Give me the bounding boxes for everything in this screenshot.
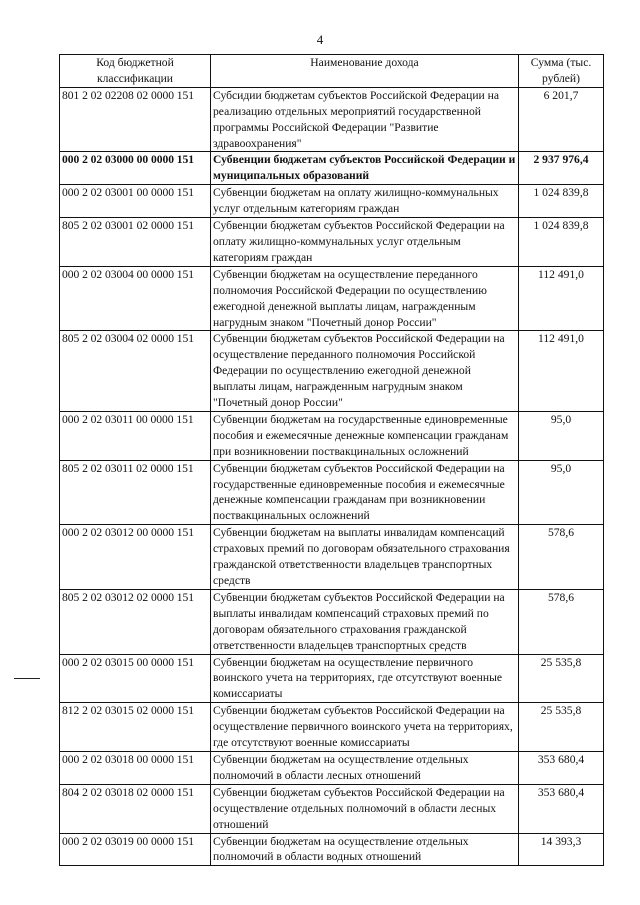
table-row: [60, 589, 604, 654]
table-row: [60, 218, 604, 267]
sum-cell: 14 393,3: [519, 833, 604, 866]
code-cell: 000 2 02 03012 00 0000 151: [60, 525, 211, 590]
header-sum: Сумма (тыс. рублей): [519, 55, 604, 88]
name-cell: Субвенции бюджетам субъектов Российской Федерации на осуществление переданного полномочия Российской Федерации по осуществлению ежегодной денежной выплаты лицам, награжденным нагрудным знаком "Почетный донор России": [211, 331, 519, 412]
name-cell: Субвенции бюджетам субъектов Российской Федерации на оплату жилищно-коммунальных услуг отдельным категориям граждан: [211, 218, 519, 267]
name-cell: Субвенции бюджетам на осуществление переданного полномочия Российской Федерации по осуществлению ежегодной денежной выплаты лицам, награжденным нагрудным знаком "Почетный донор России": [211, 266, 519, 331]
table-body: [60, 87, 604, 866]
sum-cell: 95,0: [519, 460, 604, 525]
sum-cell: 353 680,4: [519, 784, 604, 833]
name-cell: Субвенции бюджетам субъектов Российской Федерации на осуществление первичного воинского учета на территориях, где отсутствуют военные комиссариаты: [211, 703, 519, 752]
code-cell: 805 2 02 03011 02 0000 151: [60, 460, 211, 525]
name-cell: Субвенции бюджетам на выплаты инвалидам компенсаций страховых премий по договорам обязательного страхования гражданской ответственности владельцев транспортных средств: [211, 525, 519, 590]
sum-cell: 25 535,8: [519, 654, 604, 703]
table-row: [60, 87, 604, 152]
code-cell: 000 2 02 03018 00 0000 151: [60, 751, 211, 784]
name-cell: Субвенции бюджетам субъектов Российской Федерации и муниципальных образований: [211, 152, 519, 185]
sum-cell: 353 680,4: [519, 751, 604, 784]
code-cell: 801 2 02 02208 02 0000 151: [60, 87, 211, 152]
code-cell: 000 2 02 03015 00 0000 151: [60, 654, 211, 703]
table-row: [60, 525, 604, 590]
sum-cell: 578,6: [519, 525, 604, 590]
sum-cell: 25 535,8: [519, 703, 604, 752]
code-cell: 000 2 02 03004 00 0000 151: [60, 266, 211, 331]
table-header: [60, 55, 604, 88]
table-row: [60, 185, 604, 218]
sum-cell: 95,0: [519, 411, 604, 460]
name-cell: Субвенции бюджетам на государственные единовременные пособия и ежемесячные денежные компенсации гражданам при возникновении поствакцинальных осложнений: [211, 411, 519, 460]
name-cell: Субвенции бюджетам субъектов Российской Федерации на осуществление отдельных полномочий в области лесных отношений: [211, 784, 519, 833]
code-cell: 804 2 02 03018 02 0000 151: [60, 784, 211, 833]
name-cell: Субсидии бюджетам субъектов Российской Федерации на реализацию отдельных мероприятий государственной программы Российской Федерации "Развитие здравоохранения": [211, 87, 519, 152]
table-row: [60, 751, 604, 784]
sum-cell: 2 937 976,4: [519, 152, 604, 185]
margin-mark: [14, 678, 40, 679]
code-cell: 000 2 02 03019 00 0000 151: [60, 833, 211, 866]
table-row: [60, 833, 604, 866]
sum-cell: 578,6: [519, 589, 604, 654]
table-row: [60, 152, 604, 185]
sum-cell: 112 491,0: [519, 331, 604, 412]
name-cell: Субвенции бюджетам на осуществление первичного воинского учета на территориях, где отсутствуют военные комиссариаты: [211, 654, 519, 703]
code-cell: 000 2 02 03001 00 0000 151: [60, 185, 211, 218]
table-row: [60, 654, 604, 703]
sum-cell: 1 024 839,8: [519, 218, 604, 267]
sum-cell: 1 024 839,8: [519, 185, 604, 218]
header-row: [60, 55, 604, 88]
name-cell: Субвенции бюджетам субъектов Российской Федерации на государственные единовременные пособия и ежемесячные денежные компенсации гражданам при возникновении поствакцинальных осложнений: [211, 460, 519, 525]
table-row: [60, 460, 604, 525]
name-cell: Субвенции бюджетам на осуществление отдельных полномочий в области лесных отношений: [211, 751, 519, 784]
sum-cell: 112 491,0: [519, 266, 604, 331]
name-cell: Субвенции бюджетам на осуществление отдельных полномочий в области водных отношений: [211, 833, 519, 866]
table-row: [60, 331, 604, 412]
code-cell: 000 2 02 03000 00 0000 151: [60, 152, 211, 185]
budget-table: [59, 54, 604, 866]
table-row: [60, 784, 604, 833]
code-cell: 805 2 02 03004 02 0000 151: [60, 331, 211, 412]
code-cell: 812 2 02 03015 02 0000 151: [60, 703, 211, 752]
code-cell: 805 2 02 03001 02 0000 151: [60, 218, 211, 267]
code-cell: 000 2 02 03011 00 0000 151: [60, 411, 211, 460]
header-name: Наименование дохода: [211, 55, 519, 88]
name-cell: Субвенции бюджетам субъектов Российской Федерации на выплаты инвалидам компенсаций страховых премий по договорам обязательного страхования гражданской ответственности владельцев транспортных средств: [211, 589, 519, 654]
code-cell: 805 2 02 03012 02 0000 151: [60, 589, 211, 654]
table-row: [60, 266, 604, 331]
header-code: Код бюджетной классификации: [60, 55, 211, 88]
sum-cell: 6 201,7: [519, 87, 604, 152]
name-cell: Субвенции бюджетам на оплату жилищно-коммунальных услуг отдельным категориям граждан: [211, 185, 519, 218]
table-row: [60, 703, 604, 752]
page-number: 4: [316, 32, 324, 47]
table-row: [60, 411, 604, 460]
